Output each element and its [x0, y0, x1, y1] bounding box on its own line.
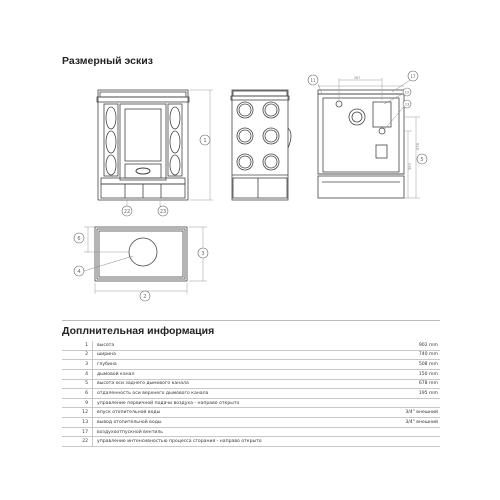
callout-23: 23: [159, 209, 167, 215]
table-row: [62, 379, 440, 389]
callout-22: 22: [123, 209, 131, 215]
dimension-side-b: 563: [408, 163, 412, 170]
front-dimension-lines: [127, 90, 213, 206]
row-description: воздухоотпускной вентиль: [93, 427, 379, 437]
sketch-heading: Размерный эскиз: [62, 55, 153, 67]
row-number: 5: [62, 379, 93, 389]
row-number: 3: [62, 360, 93, 370]
row-value: 902 mm: [378, 341, 440, 350]
row-value: 3/4" внешний: [378, 408, 440, 418]
row-value: 195 mm: [378, 389, 440, 399]
row-number: 13: [62, 418, 93, 428]
callout-17: 17: [410, 74, 416, 79]
table-row: [62, 437, 440, 447]
row-number: 4: [62, 369, 93, 379]
table-row: [62, 350, 440, 360]
table-row: [62, 369, 440, 379]
callout-4: 4: [77, 269, 81, 275]
row-description: управление интенсивностью процесса сгорания - направо открыто: [93, 437, 379, 447]
table-row: [62, 408, 440, 418]
row-value: [378, 427, 440, 437]
callout-3: 3: [201, 251, 205, 257]
row-number: 6: [62, 389, 93, 399]
spec-table: [62, 341, 440, 447]
callout-11: 11: [310, 78, 316, 83]
rear-view-drawing: [318, 90, 404, 198]
row-number: 22: [62, 437, 93, 447]
row-description: отдаленность оси верхнего дымового канала: [93, 389, 379, 399]
table-row: [62, 341, 440, 350]
callout-13: 13: [404, 102, 410, 107]
row-value: [378, 398, 440, 408]
callout-circles: [74, 71, 427, 301]
row-description: глубина: [93, 360, 379, 370]
table-row: [62, 418, 440, 428]
row-value: [378, 437, 440, 447]
row-description: ширина: [93, 350, 379, 360]
row-value: 740 mm: [378, 350, 440, 360]
front-view-drawing: [97, 90, 189, 200]
callout-12: 12: [404, 90, 410, 95]
top-dimension-lines: [84, 227, 207, 294]
row-description: высота: [93, 341, 379, 350]
row-description: высота оси заднего дымового канала: [93, 379, 379, 389]
row-description: впуск отопительной воды: [93, 408, 379, 418]
row-value: 678 mm: [378, 379, 440, 389]
table-row: [62, 398, 440, 408]
row-number: 9: [62, 398, 93, 408]
dimension-top-span: 387: [353, 76, 361, 80]
callout-5: 5: [420, 157, 424, 163]
callout-1: 1: [203, 138, 207, 144]
callout-6: 6: [77, 236, 81, 242]
top-view-drawing: [95, 227, 187, 281]
side-view-drawing: [231, 90, 291, 200]
row-description: управление первичной подачи воздуха - направо открыто: [93, 398, 379, 408]
row-number: 17: [62, 427, 93, 437]
row-number: 2: [62, 350, 93, 360]
table-row: [62, 389, 440, 399]
callout-2: 2: [143, 294, 147, 300]
row-number: 12: [62, 408, 93, 418]
row-value: 150 mm: [378, 369, 440, 379]
info-heading: Доплнительная информация: [62, 325, 215, 337]
rear-dimension-lines: [318, 78, 420, 198]
table-row: [62, 427, 440, 437]
row-description: вывод отопительной воды: [93, 418, 379, 428]
row-value: 508 mm: [378, 360, 440, 370]
table-row: [62, 360, 440, 370]
row-number: 1: [62, 341, 93, 350]
row-description: дымовой канал: [93, 369, 379, 379]
dimension-side-a: 678: [416, 143, 420, 150]
row-value: 3/4" внешний: [378, 418, 440, 428]
section-divider: [62, 320, 440, 321]
